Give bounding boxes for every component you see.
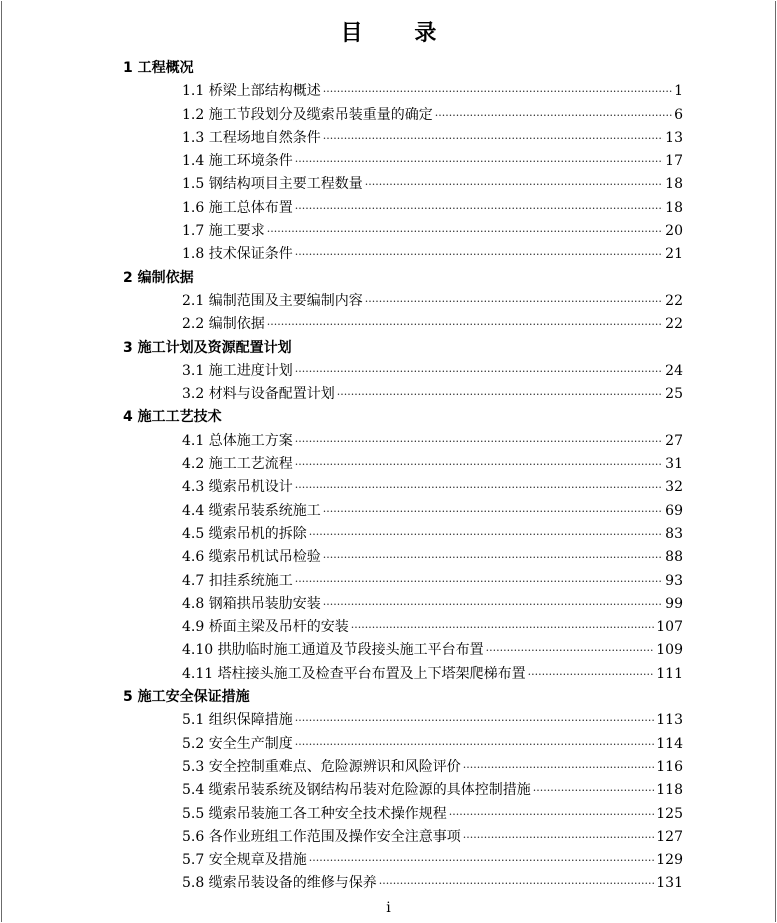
toc-entry-title: 4.10 拱肋临时施工通道及节段接头施工平台布置	[182, 642, 484, 659]
toc-entry[interactable]	[182, 290, 683, 313]
toc-dot-leader	[463, 756, 655, 779]
toc-entry-title: 1.4 施工环境条件	[182, 153, 293, 170]
toc-entry-title: 2.2 编制依据	[182, 316, 265, 333]
toc-dot-leader	[295, 150, 663, 173]
toc-entry-title: 4.7 扣挂系统施工	[182, 572, 293, 589]
toc-entry-page: 131	[656, 875, 683, 892]
toc-entry[interactable]	[182, 523, 683, 546]
toc-entry-page: 24	[665, 362, 683, 379]
toc-dot-leader	[309, 523, 663, 546]
toc-chapter-heading[interactable]: 3 施工计划及资源配置计划	[123, 339, 292, 356]
toc-dot-leader	[323, 546, 663, 569]
toc-dot-leader	[323, 500, 663, 523]
toc-entry[interactable]	[182, 104, 683, 127]
toc-entry-title: 1.1 桥梁上部结构概述	[182, 83, 321, 100]
toc-entry-title: 1.8 技术保证条件	[182, 246, 293, 263]
toc-dot-leader	[337, 383, 663, 406]
toc-entry-page: 21	[665, 246, 683, 263]
toc-entry-page: 25	[665, 386, 683, 403]
toc-entry[interactable]	[182, 826, 683, 849]
toc-dot-leader	[295, 570, 663, 593]
page-number: i	[386, 900, 391, 916]
toc-dot-leader	[295, 430, 663, 453]
toc-dot-leader	[323, 593, 663, 616]
toc-entry[interactable]	[182, 313, 683, 336]
toc-entry-title: 5.6 各作业班组工作范围及操作安全注意事项	[182, 828, 461, 845]
toc-entry[interactable]	[182, 243, 683, 266]
toc-dot-leader	[323, 80, 672, 103]
toc-entry[interactable]	[182, 593, 683, 616]
toc-chapter-heading[interactable]: 5 施工安全保证措施	[123, 689, 250, 706]
toc-entry-title: 1.6 施工总体布置	[182, 199, 293, 216]
toc-entry-page: 32	[665, 479, 683, 496]
toc-entry-page: 93	[665, 572, 683, 589]
toc-entry-title: 4.2 施工工艺流程	[182, 456, 293, 473]
toc-entry[interactable]	[182, 570, 683, 593]
toc-entry-page: 18	[665, 199, 683, 216]
toc-dot-leader	[528, 663, 655, 686]
toc-entry-title: 5.1 组织保障措施	[182, 712, 293, 729]
toc-entry[interactable]	[182, 500, 683, 523]
toc-entry-page: 17	[665, 153, 683, 170]
toc-dot-leader	[533, 779, 655, 802]
toc-dot-leader	[463, 826, 655, 849]
toc-entry-page: 129	[656, 852, 683, 869]
toc-entry-title: 3.2 材料与设备配置计划	[182, 386, 335, 403]
toc-entry[interactable]	[182, 849, 683, 872]
toc-entry[interactable]	[182, 173, 683, 196]
toc-entry[interactable]	[182, 872, 683, 895]
toc-dot-leader	[295, 733, 655, 756]
toc-entry-page: 111	[656, 665, 683, 682]
toc-entry[interactable]	[182, 546, 683, 569]
toc-entry[interactable]	[182, 127, 683, 150]
toc-entry-page: 20	[665, 223, 683, 240]
toc-entry-page: 127	[656, 828, 683, 845]
toc-entry-title: 1.2 施工节段划分及缆索吊装重量的确定	[182, 106, 433, 123]
toc-entry-page: 88	[665, 549, 683, 566]
toc-entry-title: 3.1 施工进度计划	[182, 362, 293, 379]
toc-chapter-heading[interactable]: 4 施工工艺技术	[123, 409, 222, 426]
table-of-contents	[123, 57, 683, 896]
toc-entry[interactable]	[182, 779, 683, 802]
toc-entry[interactable]	[182, 709, 683, 732]
toc-entry-page: 116	[656, 758, 683, 775]
toc-entry[interactable]	[182, 430, 683, 453]
toc-entry-title: 4.6 缆索吊机试吊检验	[182, 549, 321, 566]
toc-entry-title: 5.8 缆索吊装设备的维修与保养	[182, 875, 377, 892]
toc-entry-page: 125	[656, 805, 683, 822]
toc-entry-title: 4.11 塔柱接头施工及检查平台布置及上下塔架爬梯布置	[182, 665, 526, 682]
toc-entry-page: 13	[665, 129, 683, 146]
toc-entry-title: 4.4 缆索吊装系统施工	[182, 502, 321, 519]
toc-entry-page: 107	[656, 619, 683, 636]
toc-entry-page: 69	[665, 502, 683, 519]
toc-chapter-heading[interactable]: 1 工程概况	[123, 60, 194, 76]
toc-entry-page: 113	[656, 712, 683, 729]
toc-dot-leader	[309, 849, 655, 872]
toc-entry-page: 114	[656, 735, 683, 752]
toc-dot-leader	[486, 639, 655, 662]
toc-entry[interactable]	[182, 220, 683, 243]
toc-dot-leader	[435, 104, 672, 127]
toc-entry-title: 5.5 缆索吊装施工各工种安全技术操作规程	[182, 805, 447, 822]
toc-dot-leader	[351, 616, 655, 639]
toc-dot-leader	[267, 313, 663, 336]
toc-entry-title: 4.1 总体施工方案	[182, 432, 293, 449]
toc-dot-leader	[295, 197, 663, 220]
toc-dot-leader	[295, 709, 655, 732]
toc-entry-page: 6	[674, 106, 683, 123]
toc-entry[interactable]	[182, 663, 683, 686]
toc-entry-title: 1.5 钢结构项目主要工程数量	[182, 176, 363, 193]
toc-dot-leader	[365, 173, 663, 196]
toc-entry-title: 5.4 缆索吊装系统及钢结构吊装对危险源的具体控制措施	[182, 782, 531, 799]
toc-entry[interactable]	[182, 197, 683, 220]
toc-entry-title: 5.7 安全规章及措施	[182, 852, 307, 869]
toc-entry[interactable]	[182, 150, 683, 173]
toc-entry[interactable]	[182, 803, 683, 826]
toc-dot-leader	[365, 290, 663, 313]
toc-entry-page: 27	[665, 432, 683, 449]
toc-entry[interactable]	[182, 476, 683, 499]
toc-entry-page: 1	[674, 83, 683, 100]
toc-entry-title: 4.3 缆索吊机设计	[182, 479, 293, 496]
toc-entry-page: 31	[665, 456, 683, 473]
toc-entry-page: 109	[656, 642, 683, 659]
toc-entry[interactable]	[182, 616, 683, 639]
toc-dot-leader	[449, 803, 655, 826]
toc-entry-page: 22	[665, 292, 683, 309]
toc-entry-title: 1.7 施工要求	[182, 223, 265, 240]
toc-entry-page: 18	[665, 176, 683, 193]
page-title: 目 录	[340, 20, 459, 46]
toc-entry[interactable]	[182, 639, 683, 662]
toc-entry-title: 1.3 工程场地自然条件	[182, 129, 321, 146]
toc-entry-title: 5.2 安全生产制度	[182, 735, 293, 752]
toc-dot-leader	[295, 243, 663, 266]
toc-entry-title: 4.5 缆索吊机的拆除	[182, 525, 307, 542]
toc-dot-leader	[323, 127, 663, 150]
toc-entry[interactable]	[182, 383, 683, 406]
toc-entry-title: 2.1 编制范围及主要编制内容	[182, 292, 363, 309]
toc-entry[interactable]	[182, 80, 683, 103]
toc-entry[interactable]	[182, 756, 683, 779]
toc-entry-page: 118	[656, 782, 683, 799]
toc-entry[interactable]	[182, 360, 683, 383]
toc-dot-leader	[267, 220, 663, 243]
toc-entry[interactable]	[182, 733, 683, 756]
toc-entry-page: 22	[665, 316, 683, 333]
toc-dot-leader	[295, 476, 663, 499]
toc-dot-leader	[295, 360, 663, 383]
toc-entry-title: 5.3 安全控制重难点、危险源辨识和风险评价	[182, 758, 461, 775]
toc-chapter-heading[interactable]: 2 编制依据	[123, 269, 194, 286]
toc-entry-page: 99	[665, 595, 683, 612]
toc-entry-page: 83	[665, 525, 683, 542]
toc-entry[interactable]	[182, 453, 683, 476]
toc-dot-leader	[379, 872, 655, 895]
toc-entry-title: 4.9 桥面主梁及吊杆的安装	[182, 619, 349, 636]
toc-entry-title: 4.8 钢箱拱吊装肋安装	[182, 595, 321, 612]
toc-dot-leader	[295, 453, 663, 476]
